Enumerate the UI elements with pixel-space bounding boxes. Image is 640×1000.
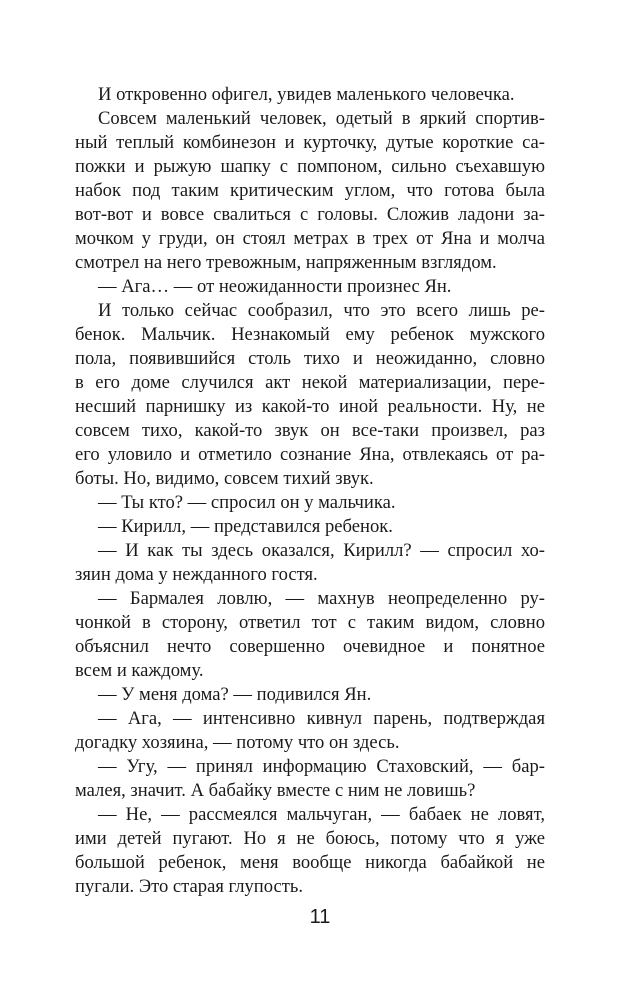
text-line: большой ребенок, меня вообще никогда бабайкой не — [75, 852, 545, 873]
text-line: всем и каждому. — [75, 660, 204, 681]
text-line: пугали. Это старая глупость. — [75, 876, 304, 897]
text-line: — И как ты здесь оказался, Кирилл? — спросил хо- — [98, 540, 545, 561]
text-line: набок под таким критическим углом, что готова была — [75, 180, 545, 201]
text-line: — У меня дома? — подивился Ян. — [98, 684, 372, 705]
text-line: — Ага… — от неожиданности произнес Ян. — [98, 276, 452, 297]
text-line: — Угу, — принял информацию Стаховский, — бар- — [98, 756, 545, 777]
text-line: в его доме случился акт некой материализации, пере- — [75, 372, 545, 393]
text-line: И откровенно офигел, увидев маленького человечка. — [98, 84, 515, 105]
text-line: мочком у груди, он стоял метрах в трех от Яна и молча — [75, 228, 545, 249]
text-line: бенок. Мальчик. Незнакомый ему ребенок мужского — [75, 324, 545, 345]
text-line: — Не, — рассмеялся мальчуган, — бабаек не ловят, — [98, 804, 545, 825]
text-line: совсем тихо, какой-то звук он все-таки произвел, раз — [75, 420, 545, 441]
text-line: ный теплый комбинезон и курточку, дутые короткие са- — [75, 132, 545, 153]
text-line: — Кирилл, — представился ребенок. — [98, 516, 393, 537]
page-number: 11 — [309, 906, 331, 928]
text-line: зяин дома у нежданного гостя. — [75, 564, 318, 585]
text-line: Совсем маленький человек, одетый в яркий спортив- — [98, 108, 545, 129]
text-line: пола, появившийся столь тихо и неожиданно, словно — [75, 348, 545, 369]
text-line: — Бармалея ловлю, — махнув неопределенно ру- — [98, 588, 545, 609]
text-line: его уловило и отметило сознание Яна, отвлекаясь от ра- — [75, 444, 545, 465]
text-line: — Ага, — интенсивно кивнул парень, подтверждая — [98, 708, 545, 729]
body-text — [75, 83, 545, 899]
text-line: чонкой в сторону, ответил тот с таким видом, словно — [75, 612, 545, 633]
text-line: догадку хозяина, — потому что он здесь. — [75, 732, 400, 753]
text-line: смотрел на него тревожным, напряженным взглядом. — [75, 252, 497, 273]
text-line: вот-вот и вовсе свалиться с головы. Сложив ладони за- — [75, 204, 545, 225]
text-line: несший парнишку из какой-то иной реальности. Ну, не — [75, 396, 545, 417]
text-line: объяснил нечто совершенно очевидное и понятное — [75, 636, 545, 657]
text-line: малея, значит. А бабайку вместе с ним не ловишь? — [75, 780, 476, 801]
text-line: боты. Но, видимо, совсем тихий звук. — [75, 468, 374, 489]
text-line: пожки и рыжую шапку с помпоном, сильно съехавшую — [75, 156, 545, 177]
text-line: ими детей пугают. Но я не боюсь, потому что я уже — [75, 828, 545, 849]
text-line: — Ты кто? — спросил он у мальчика. — [98, 492, 396, 513]
text-line: И только сейчас сообразил, что это всего лишь ре- — [98, 300, 545, 321]
